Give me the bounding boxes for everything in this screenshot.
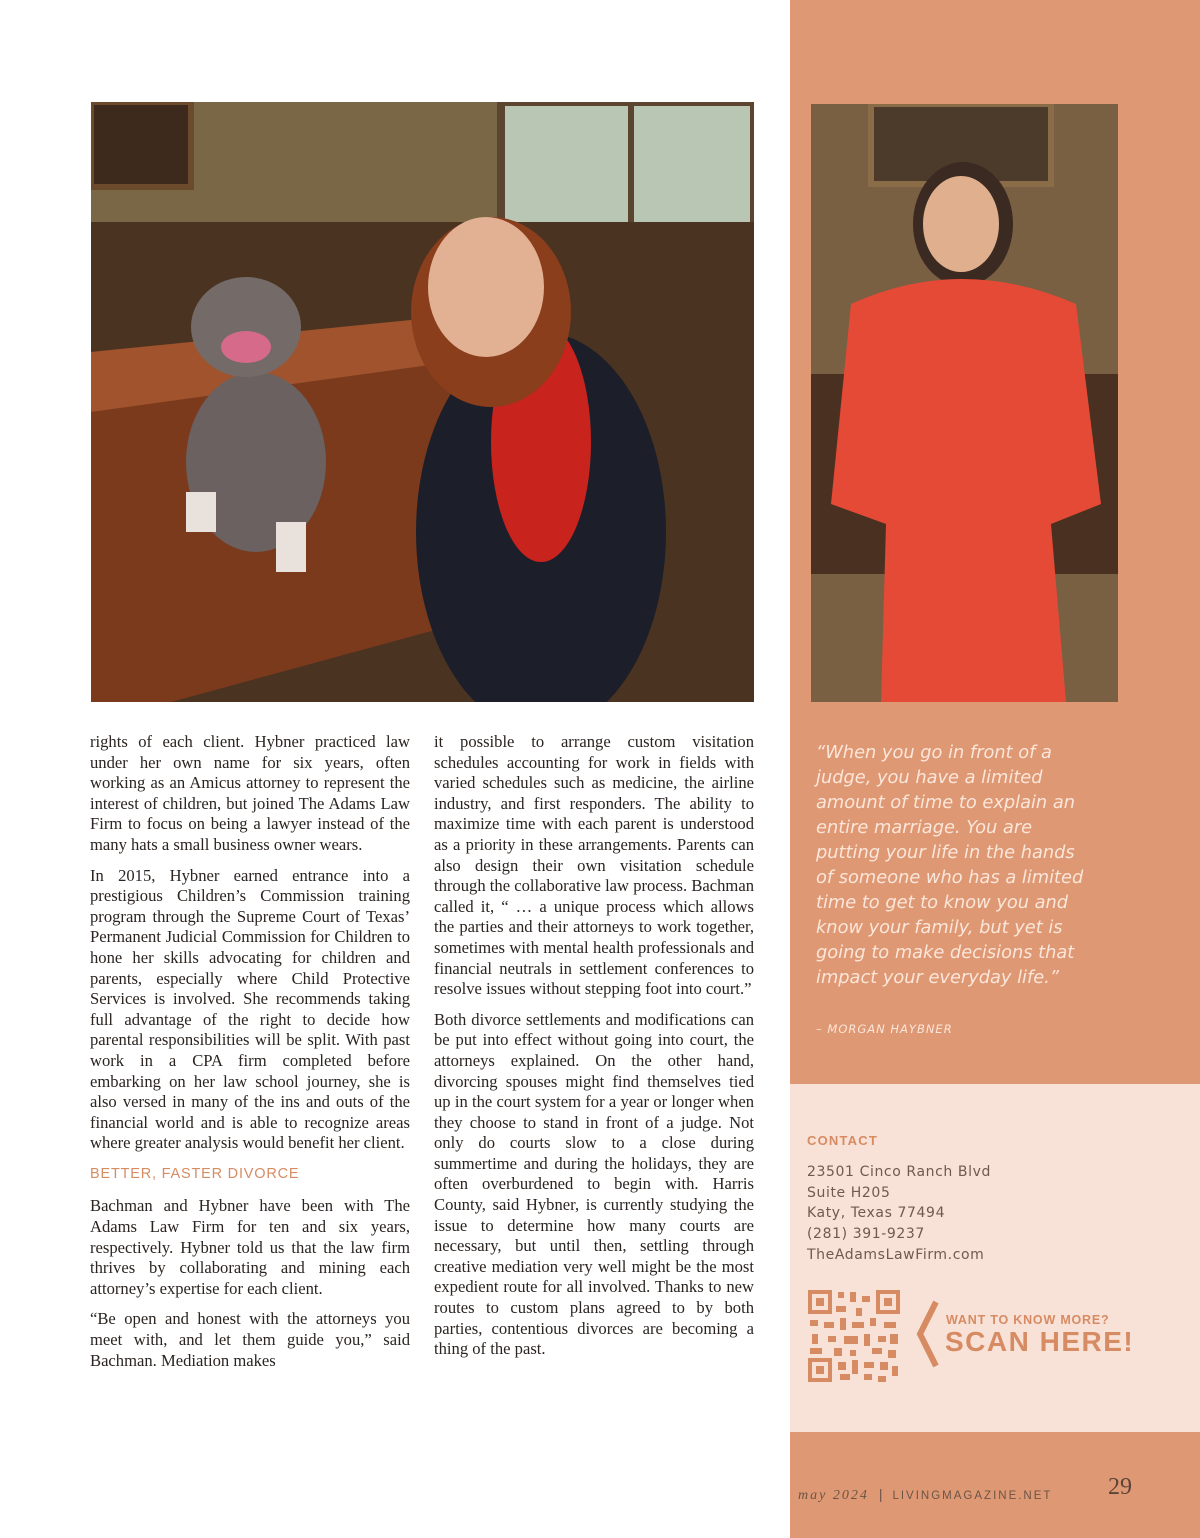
chevron-left-icon <box>912 1298 942 1370</box>
article-paragraph: rights of each client. Hybner practiced law under her own name for six years, often working as an Amicus attorney to represent the interest of children, but joined The Adams Law Firm to focus on being a lawyer instead of the many hats a small business owner wears. <box>90 732 410 854</box>
issue-date: may 2024 <box>798 1488 869 1503</box>
article-column-left <box>90 732 410 1381</box>
quote-attribution: – MORGAN HAYBNER <box>816 1022 953 1036</box>
contact-suite-line: Suite H205 <box>807 1184 891 1201</box>
article-paragraph: Bachman and Hybner have been with The Adams Law Firm for ten and six years, respectively. Hybner told us that the law firm thrives by collaborating and mining each attorney’s expertise for each client. <box>90 1196 410 1298</box>
qr-code-icon[interactable] <box>806 1288 902 1384</box>
magazine-site[interactable]: LIVINGMAGAZINE.NET <box>892 1490 1053 1502</box>
contact-city-line: Katy, Texas 77494 <box>807 1205 946 1222</box>
contact-details <box>807 1162 991 1266</box>
section-subhead: BETTER, FASTER DIVORCE <box>90 1165 300 1182</box>
contact-heading: CONTACT <box>807 1133 878 1148</box>
contact-address-line: 23501 Cinco Ranch Blvd <box>807 1164 991 1180</box>
article-paragraph: “Be open and honest with the attorneys you meet with, and let them guide you,” said Bachman. Mediation makes <box>90 1309 410 1370</box>
contact-website[interactable]: TheAdamsLawFirm.com <box>807 1246 985 1263</box>
article-paragraph: Both divorce settlements and modifications can be put into effect without going into court, the attorneys explained. On the other hand, divorcing spouses might find themselves tied up in the court system for a year or longer when they choose to stand in front of a judge. Not only do courts slow to a close during summertime and during the holidays, they are often overburdened to begin with. Harris County, said Hybner, is currently studying the issue to determine how many courts are necessary, but until then, settling through creative mediation very well might be the most expedient route for all involved. Thanks to new routes to custom plans agreed to by both parties, contentious divorces are becoming a thing of the past. <box>434 1009 754 1359</box>
page-footer <box>798 1486 1052 1504</box>
pull-quote: “When you go in front of a judge, you have a limited amount of time to explain an entire marriage. You are putting your life in the hands of someone who has a limited time to get to know you and know your family, but yet is going to make decisions that impact your everyday life.” <box>816 742 1084 988</box>
attorney-portrait-photo <box>811 104 1118 702</box>
cta-prompt: WANT TO KNOW MORE? <box>946 1313 1110 1327</box>
page-number: 29 <box>1108 1474 1132 1500</box>
attorney-with-dog-photo <box>91 102 754 702</box>
article-paragraph: In 2015, Hybner earned entrance into a prestigious Children’s Commission training program through the Supreme Court of Texas’ Permanent Judicial Commission for Children to hone her skills advocating for children and parents, especially where Child Protective Services is involved. She recommends taking full advantage of the right to decide how parental responsibilities will be split. With past work in a CPA firm completed before embarking on her law school journey, she is also versed in many of the ins and outs of the financial world and is able to recognize areas where greater analysis would benefit her client. <box>90 865 410 1153</box>
contact-phone: (281) 391-9237 <box>807 1226 925 1243</box>
footer-separator: | <box>878 1486 883 1502</box>
article-column-right <box>434 732 754 1370</box>
footer-accent-panel <box>790 1432 1200 1538</box>
article-paragraph: it possible to arrange custom visitation schedules accounting for work in fields with varied schedules such as medicine, the airline industry, and first responders. The ability to maximize time with each parent is understood as a priority in these arrangements. Parents can also design their own visitation schedule through the collaborative law process. Bachman called it, “ … a unique process which allows the parties and their attorneys to work together, sometimes with mental health professionals and financial neutrals in settlement conferences to resolve issues without stepping foot into court.” <box>434 732 754 999</box>
cta-scan-here: SCAN HERE! <box>945 1326 1135 1357</box>
